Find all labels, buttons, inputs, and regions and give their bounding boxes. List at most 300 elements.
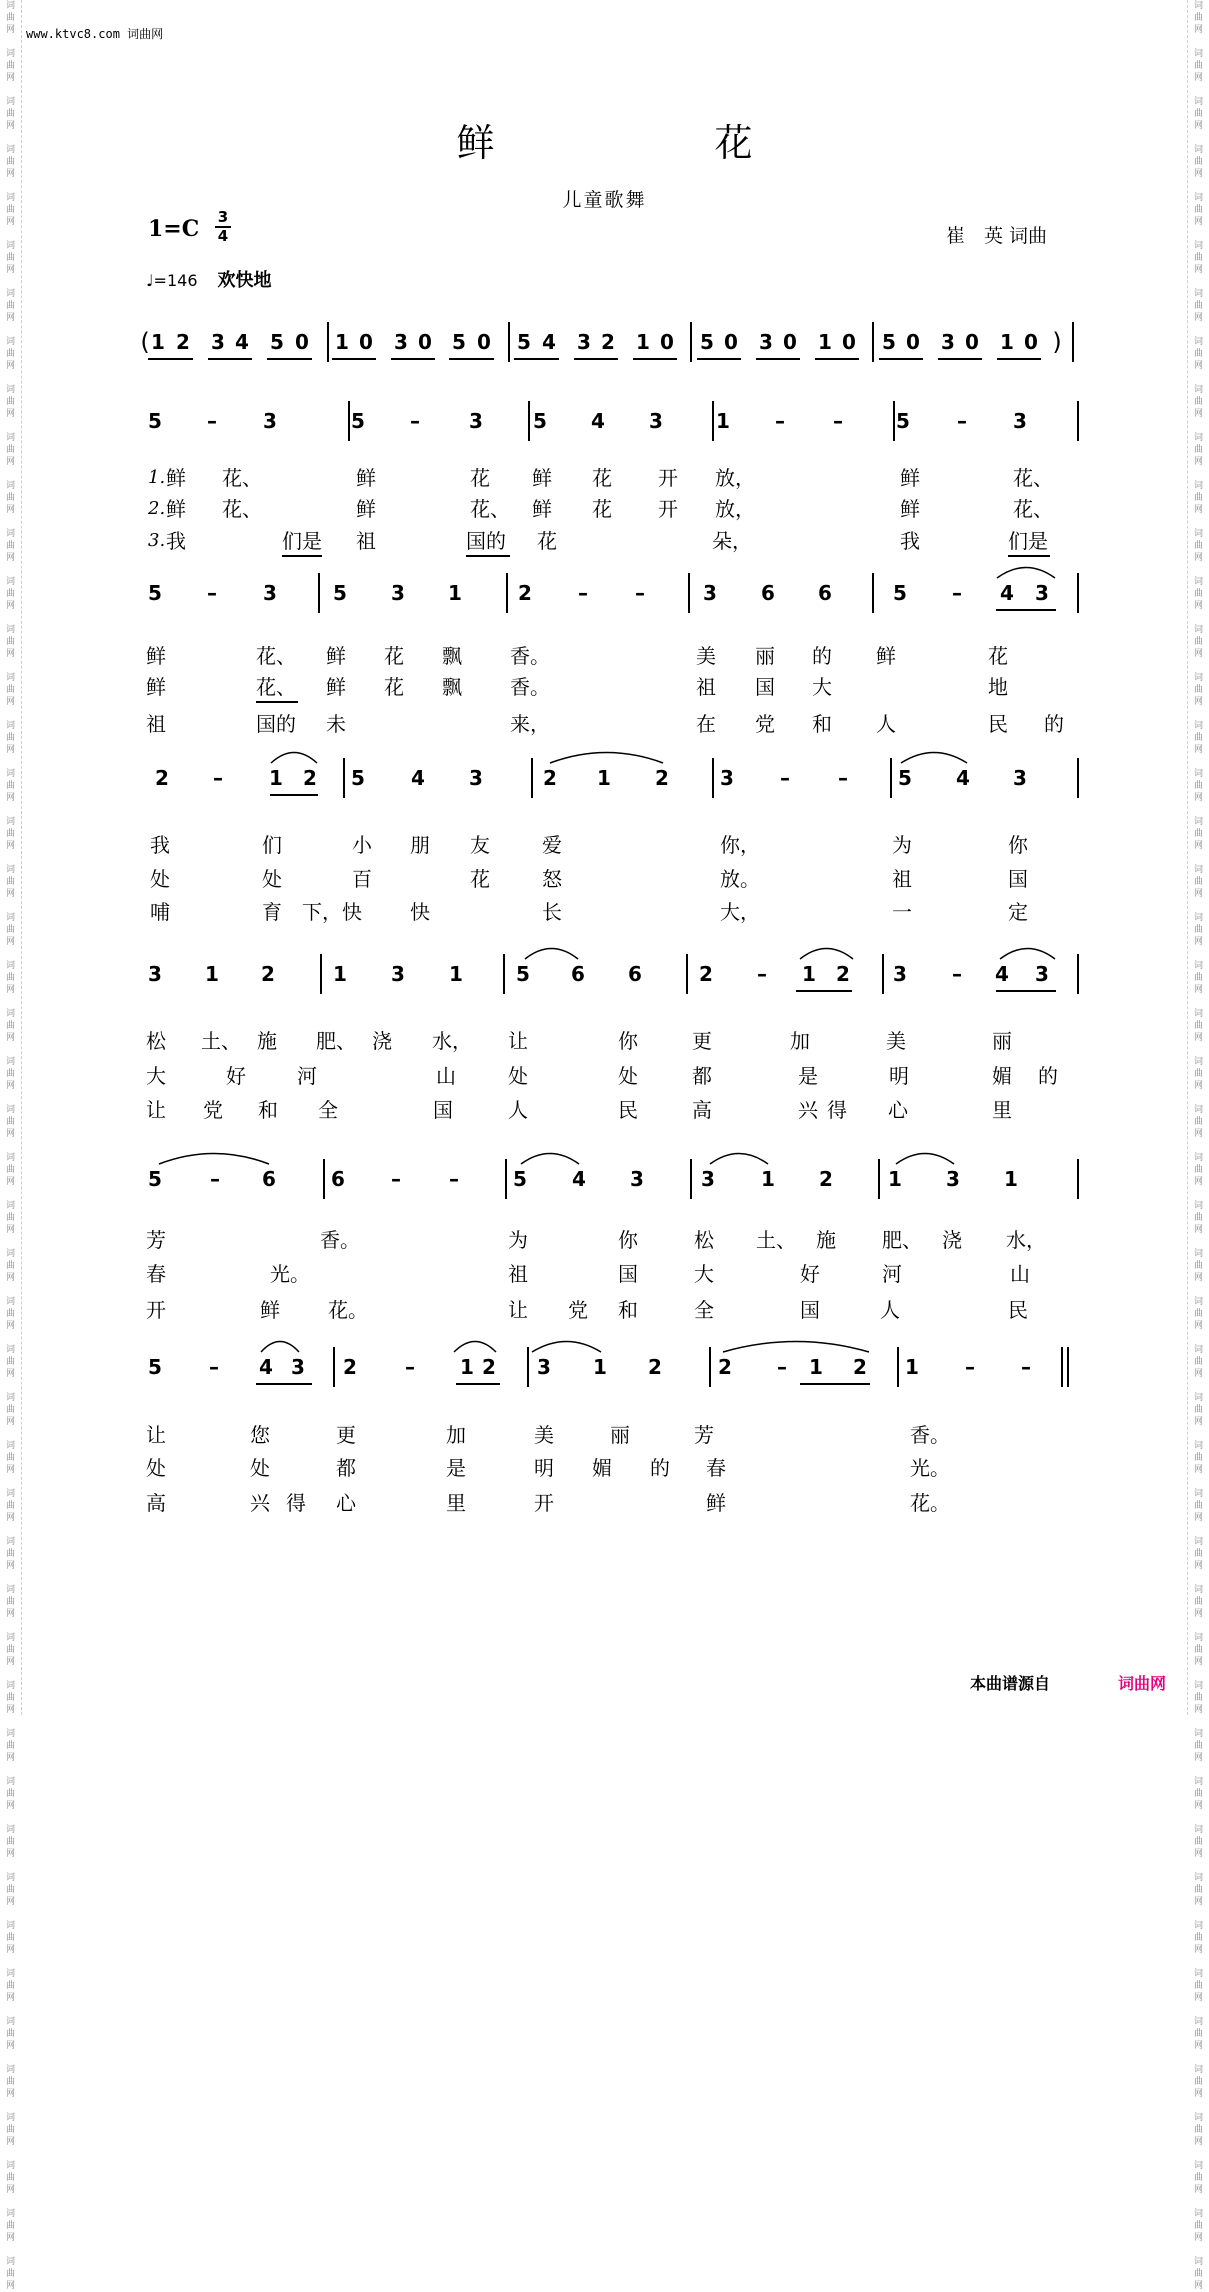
note: 0	[906, 330, 920, 354]
lyric-line-2: 香。	[510, 675, 550, 699]
note: 3	[263, 581, 277, 605]
lyric-line-1: 您	[250, 1423, 270, 1447]
lyric-line-1: 施	[816, 1228, 836, 1252]
lyric-line-2: 处	[150, 867, 170, 891]
tempo-marking	[146, 266, 272, 292]
note: 3	[946, 1167, 960, 1191]
bar-line	[323, 1159, 325, 1199]
lyric-line-3: 全	[694, 1298, 714, 1322]
beam-underline	[256, 1383, 312, 1385]
lyric-line-2: 花、	[256, 675, 296, 699]
note: 4	[1000, 581, 1014, 605]
lyric-line-3: 花。	[910, 1491, 950, 1515]
note: 3	[263, 409, 277, 433]
lyric-line-2: 河	[882, 1262, 902, 1286]
lyric-line-1: 美	[886, 1029, 906, 1053]
note: 2	[648, 1355, 662, 1379]
note: –	[965, 1355, 975, 1379]
lyric-line-1: 土、	[201, 1029, 241, 1053]
lyric-line-2: 开	[658, 497, 678, 521]
lyric-line-3: 们是	[282, 529, 322, 553]
note: 6	[628, 962, 642, 986]
lyric-line-1: 花	[470, 466, 490, 490]
lyric-line-1: 你，	[720, 833, 760, 857]
note: –	[635, 581, 645, 605]
bar-line	[505, 1159, 507, 1199]
lyric-line-1: 美	[534, 1423, 554, 1447]
slur-arc	[520, 1149, 580, 1165]
lyric-line-1: 丽	[755, 644, 775, 668]
lyric-line-1: 花	[384, 644, 404, 668]
slur-arc	[895, 1149, 955, 1165]
lyric-line-2: 是	[798, 1064, 818, 1088]
lyric-line-3: 得	[827, 1098, 847, 1122]
lyric-line-3: 国的	[466, 529, 506, 553]
note: 5	[148, 409, 162, 433]
beam-underline	[697, 358, 741, 360]
bar-line	[872, 322, 874, 362]
note: 5	[517, 330, 531, 354]
lyric-underline	[256, 701, 298, 703]
note: 3	[537, 1355, 551, 1379]
bar-line	[712, 758, 714, 798]
note: 5	[351, 766, 365, 790]
lyric-line-1: 浇	[372, 1029, 392, 1053]
lyric-line-2: 大	[146, 1064, 166, 1088]
bar-line	[1072, 322, 1074, 362]
note: 6	[262, 1167, 276, 1191]
note: 5	[893, 581, 907, 605]
lyric-line-2: 国	[618, 1262, 638, 1286]
bar-line	[897, 1347, 899, 1387]
lyric-line-3: 兴	[798, 1098, 818, 1122]
note: –	[757, 962, 767, 986]
lyric-line-2: 春	[706, 1456, 726, 1480]
lyric-line-3: 高	[146, 1491, 166, 1515]
note: 3	[701, 1167, 715, 1191]
note: –	[957, 409, 967, 433]
note: 5	[148, 1355, 162, 1379]
note: 5	[333, 581, 347, 605]
lyric-line-1: 更	[692, 1029, 712, 1053]
lyric-line-2: 百	[352, 867, 372, 891]
lyric-line-2: 大	[812, 675, 832, 699]
bar-line	[318, 573, 320, 613]
lyric-line-1: 们	[262, 833, 282, 857]
beam-underline	[996, 609, 1056, 611]
note: 5	[898, 766, 912, 790]
lyric-line-2: 祖	[508, 1262, 528, 1286]
note: 1	[761, 1167, 775, 1191]
bar-line	[893, 401, 895, 441]
note: 3	[291, 1355, 305, 1379]
lyric-line-1: 我	[150, 833, 170, 857]
note: 0	[842, 330, 856, 354]
note: 5	[516, 962, 530, 986]
note: 2	[819, 1167, 833, 1191]
slur-arc	[900, 748, 968, 764]
beam-underline	[633, 358, 677, 360]
note: 2	[303, 766, 317, 790]
lyric-line-3: 未	[326, 712, 346, 736]
note: 2	[176, 330, 190, 354]
lyric-line-3: 让	[146, 1098, 166, 1122]
note: 3	[211, 330, 225, 354]
lyric-line-3: 心	[336, 1491, 356, 1515]
lyric-line-3: 我	[166, 529, 186, 553]
lyric-line-3: 得	[286, 1491, 306, 1515]
note: –	[1021, 1355, 1031, 1379]
beam-underline	[796, 990, 852, 992]
note: –	[952, 581, 962, 605]
lyric-line-1: 花	[988, 644, 1008, 668]
lyric-underline	[1008, 555, 1050, 557]
lyric-line-3: 高	[692, 1098, 712, 1122]
beam-underline	[148, 358, 193, 360]
note: –	[952, 962, 962, 986]
lyric-line-2: 花、	[470, 497, 510, 521]
note: 0	[660, 330, 674, 354]
lyric-line-2: 处	[262, 867, 282, 891]
note: 3	[1035, 962, 1049, 986]
slur-arc	[260, 1337, 300, 1353]
lyric-line-2: 鲜	[326, 675, 346, 699]
time-sig-bottom: 4	[217, 227, 229, 245]
lyric-line-1: 让	[146, 1423, 166, 1447]
slur-arc	[549, 748, 664, 764]
lyric-line-2: 处	[618, 1064, 638, 1088]
bar-line	[528, 401, 530, 441]
bar-line	[1077, 758, 1079, 798]
lyric-line-3: 党	[568, 1298, 588, 1322]
lyric-line-2: 2.	[148, 498, 166, 519]
lyric-line-2: 山	[436, 1064, 456, 1088]
lyric-line-2: 放。	[720, 867, 760, 891]
note: 4	[235, 330, 249, 354]
lyric-line-1: 水，	[1006, 1228, 1046, 1252]
lyric-line-2: 花	[592, 497, 612, 521]
song-subtitle: 儿童歌舞	[562, 189, 647, 211]
bar-line	[503, 954, 505, 994]
lyric-line-3: 党	[203, 1098, 223, 1122]
note: 1	[1004, 1167, 1018, 1191]
note: 4	[956, 766, 970, 790]
lyric-line-1: 鲜	[326, 644, 346, 668]
note: 3	[469, 766, 483, 790]
lyric-line-1: 你	[1008, 833, 1028, 857]
lyric-line-1: 鲜	[356, 466, 376, 490]
note: 6	[571, 962, 585, 986]
lyric-line-1: 开	[658, 466, 678, 490]
lyric-line-3: 和	[618, 1298, 638, 1322]
lyric-line-3: 快	[410, 900, 430, 924]
lyric-line-3: 鲜	[260, 1298, 280, 1322]
lyric-line-3: 祖	[356, 529, 376, 553]
note: 6	[761, 581, 775, 605]
bar-line	[688, 573, 690, 613]
lyric-line-1: 土、	[756, 1228, 796, 1252]
lyric-line-2: 地	[988, 675, 1008, 699]
note: 2	[518, 581, 532, 605]
lyric-line-3: 在	[696, 712, 716, 736]
lyric-line-1: 朋	[410, 833, 430, 857]
beam-underline	[456, 1383, 500, 1385]
bar-line	[320, 954, 322, 994]
note: 3	[391, 962, 405, 986]
lyric-line-1: 加	[446, 1423, 466, 1447]
lyric-line-3: 兴	[250, 1491, 270, 1515]
lyric-line-3: 里	[446, 1491, 466, 1515]
note: 5	[452, 330, 466, 354]
lyric-line-1: 浇	[942, 1228, 962, 1252]
lyric-line-1: 香。	[510, 644, 550, 668]
note: 2	[261, 962, 275, 986]
note: –	[833, 409, 843, 433]
bar-line	[348, 401, 350, 441]
lyric-line-1: 的	[812, 644, 832, 668]
note: 2	[655, 766, 669, 790]
beam-underline	[938, 358, 982, 360]
note: 0	[965, 330, 979, 354]
lyric-line-3: 民	[988, 712, 1008, 736]
bar-line	[1061, 1347, 1063, 1387]
lyric-line-1: 美	[696, 644, 716, 668]
lyric-line-3: 育	[262, 900, 282, 924]
lyric-line-1: 香。	[320, 1228, 360, 1252]
note: –	[209, 1355, 219, 1379]
slur-arc	[158, 1149, 270, 1165]
note: 3	[703, 581, 717, 605]
note: 3	[720, 766, 734, 790]
lyric-line-3: 哺	[150, 900, 170, 924]
note: 3	[1013, 766, 1027, 790]
note: 5	[896, 409, 910, 433]
bar-line	[890, 758, 892, 798]
intro-close-paren: )	[1052, 328, 1062, 356]
lyric-line-3: 国的	[256, 712, 296, 736]
lyric-line-2: 花、	[1013, 497, 1053, 521]
lyric-line-3: 开	[146, 1298, 166, 1322]
note: 0	[359, 330, 373, 354]
note: 4	[542, 330, 556, 354]
lyric-line-1: 丽	[992, 1029, 1012, 1053]
lyric-line-1: 小	[352, 833, 372, 857]
lyric-line-1: 花、	[256, 644, 296, 668]
lyric-line-3: 一	[892, 900, 912, 924]
note: 2	[699, 962, 713, 986]
footer-site-link[interactable]: 词曲网	[1118, 1674, 1167, 1693]
lyric-line-2: 放，	[715, 497, 755, 521]
lyric-line-2: 国	[1008, 867, 1028, 891]
bar-line	[506, 573, 508, 613]
lyric-line-2: 好	[226, 1064, 246, 1088]
author: 崔 英 词曲	[946, 225, 1048, 247]
note: 1	[335, 330, 349, 354]
bar-line	[872, 573, 874, 613]
note: 1	[905, 1355, 919, 1379]
lyric-line-2: 都	[692, 1064, 712, 1088]
lyric-line-2: 明	[534, 1456, 554, 1480]
lyric-line-2: 处	[146, 1456, 166, 1480]
lyric-line-2: 鲜	[166, 497, 186, 521]
lyric-line-1: 花、	[222, 466, 262, 490]
lyric-line-1: 放，	[715, 466, 755, 490]
note: 1	[888, 1167, 902, 1191]
bar-line	[527, 1347, 529, 1387]
intro-open-paren: (	[140, 328, 150, 356]
lyric-line-2: 祖	[892, 867, 912, 891]
beam-underline	[449, 358, 494, 360]
lyric-line-3: 开	[534, 1491, 554, 1515]
lyric-line-3: 花	[537, 529, 557, 553]
lyric-line-3: 下，快	[302, 900, 362, 924]
site-label[interactable]: www.ktvc8.com 词曲网	[26, 27, 164, 41]
bar-line	[878, 1159, 880, 1199]
note: –	[207, 581, 217, 605]
left-watermark-strip: 词 曲 网 词 曲 网 词 曲 网 词 曲 网 词 曲 网 词 曲 网 词 曲 网 词 曲 网 词 曲 网 词 曲 网 词 曲 网 词 曲 网 词 曲 网 词 曲 网 词 曲 网 词 曲 网 词 曲 网 词 曲 网 词 曲 网 词 曲 网 词 曲 网 词 曲 网 词 曲 网 词 曲 网 词 曲 网 词 曲 网 词 曲 网 词 曲 网 词 曲 网 词 曲 网 词 曲 网 词 曲 网 词 曲 网 词 曲 网 词 曲 网 词 曲 网 词 曲 网 词 曲 网 词 曲 网 词 曲 网 词 曲 网 词 曲 网 词 曲 网 词 曲 网 词 曲 网 词 曲 网 词 曲 网 词 曲 网	[0, 0, 22, 1715]
lyric-line-3: 鲜	[706, 1491, 726, 1515]
note: 1	[809, 1355, 823, 1379]
note: 5	[270, 330, 284, 354]
note: 2	[155, 766, 169, 790]
lyric-line-1: 鲜	[146, 644, 166, 668]
note: 0	[724, 330, 738, 354]
beam-underline	[800, 1383, 870, 1385]
note: 2	[482, 1355, 496, 1379]
lyric-line-1: 芳	[146, 1228, 166, 1252]
lyric-line-3: 人	[880, 1298, 900, 1322]
lyric-line-1: 鲜	[900, 466, 920, 490]
note: –	[780, 766, 790, 790]
bar-line	[1077, 1159, 1079, 1199]
lyric-line-2: 处	[508, 1064, 528, 1088]
beam-underline	[270, 794, 318, 796]
lyric-line-1: 为	[892, 833, 912, 857]
note: 3	[893, 962, 907, 986]
note: 3	[577, 330, 591, 354]
bar-line	[343, 758, 345, 798]
lyric-line-2: 鲜	[356, 497, 376, 521]
lyric-line-2: 媚	[992, 1064, 1012, 1088]
right-watermark-strip: 词 曲 网 词 曲 网 词 曲 网 词 曲 网 词 曲 网 词 曲 网 词 曲 网 词 曲 网 词 曲 网 词 曲 网 词 曲 网 词 曲 网 词 曲 网 词 曲 网 词 曲 网 词 曲 网 词 曲 网 词 曲 网 词 曲 网 词 曲 网 词 曲 网 词 曲 网 词 曲 网 词 曲 网 词 曲 网 词 曲 网 词 曲 网 词 曲 网 词 曲 网 词 曲 网 词 曲 网 词 曲 网 词 曲 网 词 曲 网 词 曲 网 词 曲 网 词 曲 网 词 曲 网 词 曲 网 词 曲 网 词 曲 网 词 曲 网 词 曲 网 词 曲 网 词 曲 网 词 曲 网 词 曲 网 词 曲 网	[1187, 0, 1209, 1715]
lyric-line-3: 民	[618, 1098, 638, 1122]
note: 2	[543, 766, 557, 790]
note: 1	[269, 766, 283, 790]
note: –	[405, 1355, 415, 1379]
beam-underline	[267, 358, 312, 360]
note: 1	[802, 962, 816, 986]
note: 0	[1024, 330, 1038, 354]
lyric-line-2: 飘	[442, 675, 462, 699]
lyric-line-2: 的	[1038, 1064, 1058, 1088]
lyric-underline	[466, 555, 510, 557]
note: 1	[205, 962, 219, 986]
note: 1	[1000, 330, 1014, 354]
note: 3	[391, 581, 405, 605]
note: 3	[148, 962, 162, 986]
bar-line	[531, 758, 533, 798]
lyric-line-1: 花	[592, 466, 612, 490]
lyric-line-2: 是	[446, 1456, 466, 1480]
beam-underline	[996, 990, 1056, 992]
note: 1	[636, 330, 650, 354]
lyric-line-1: 加	[790, 1029, 810, 1053]
lyric-line-1: 施	[257, 1029, 277, 1053]
beam-underline	[879, 358, 923, 360]
lyric-line-1: 水，	[432, 1029, 472, 1053]
lyric-line-2: 好	[800, 1262, 820, 1286]
note: 1	[593, 1355, 607, 1379]
note: 1	[448, 581, 462, 605]
note: 1	[449, 962, 463, 986]
lyric-line-1: 肥、	[882, 1228, 922, 1252]
lyric-line-1: 香。	[910, 1423, 950, 1447]
note: 3	[649, 409, 663, 433]
lyric-line-3: 和	[258, 1098, 278, 1122]
note: 3	[630, 1167, 644, 1191]
footer-source-text: 本曲谱源自	[970, 1674, 1051, 1693]
lyric-line-2: 光。	[910, 1456, 950, 1480]
note: 3	[1013, 409, 1027, 433]
lyric-line-1: 更	[336, 1423, 356, 1447]
key-signature: 1=C	[148, 216, 200, 242]
note: 5	[533, 409, 547, 433]
lyric-line-1: 为	[508, 1228, 528, 1252]
lyric-line-2: 大	[694, 1262, 714, 1286]
bar-line	[686, 954, 688, 994]
lyric-line-1: 飘	[442, 644, 462, 668]
lyric-line-1: 芳	[694, 1423, 714, 1447]
lyric-line-1: 鲜	[166, 466, 186, 490]
lyric-line-1: 松	[694, 1228, 714, 1252]
note: 1	[716, 409, 730, 433]
note: 5	[513, 1167, 527, 1191]
expression-mark: 欢快地	[217, 270, 272, 291]
lyric-line-1: 肥、	[316, 1029, 356, 1053]
lyric-line-1: 让	[508, 1029, 528, 1053]
bar-line	[709, 1347, 711, 1387]
lyric-line-1: 鲜	[876, 644, 896, 668]
bar-line	[690, 322, 692, 362]
lyric-line-3: 大，	[720, 900, 760, 924]
note: –	[449, 1167, 459, 1191]
time-signature	[215, 210, 231, 244]
slur-arc	[524, 944, 579, 960]
time-sig-top: 3	[217, 208, 229, 226]
beam-underline	[208, 358, 252, 360]
beam-underline	[756, 358, 800, 360]
beam-underline	[332, 358, 376, 360]
lyric-line-3: 全	[318, 1098, 338, 1122]
lyric-line-2: 花	[384, 675, 404, 699]
lyric-line-2: 花	[470, 867, 490, 891]
note: 1	[818, 330, 832, 354]
note: 2	[836, 962, 850, 986]
note: –	[777, 1355, 787, 1379]
note: 0	[477, 330, 491, 354]
lyric-line-2: 的	[650, 1456, 670, 1480]
slur-arc	[722, 1337, 870, 1353]
bar-line	[333, 1347, 335, 1387]
beam-underline	[391, 358, 435, 360]
note: 5	[700, 330, 714, 354]
note: –	[775, 409, 785, 433]
lyric-line-3: 朵，	[712, 529, 752, 553]
bar-line	[1077, 401, 1079, 441]
lyric-line-3: 民	[1008, 1298, 1028, 1322]
lyric-line-3: 我	[900, 529, 920, 553]
lyric-line-1: 鲜	[532, 466, 552, 490]
